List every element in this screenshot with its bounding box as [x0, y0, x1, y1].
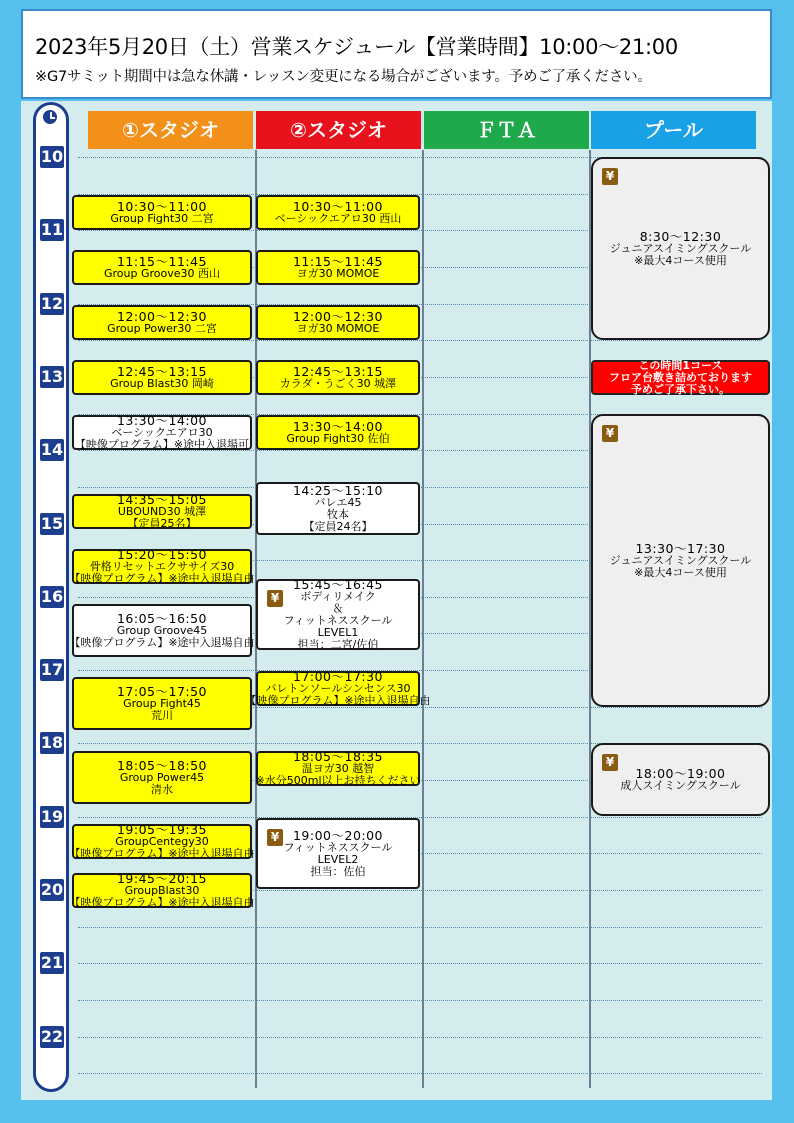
hour-label: 19 [40, 807, 64, 826]
column-header-3: ＦＴＡ [424, 111, 589, 149]
schedule-event [591, 414, 770, 707]
column-header-2: ②スタジオ [256, 111, 421, 149]
schedule-event [69, 547, 255, 585]
hour-label: 21 [40, 953, 64, 972]
event-time: 12:00～12:30 [116, 309, 208, 324]
schedule-event [72, 305, 252, 340]
yen-icon: ¥ [602, 754, 618, 771]
schedule-event [69, 822, 255, 860]
event-line: この時間1コース [638, 358, 723, 372]
event-line: LEVEL1 [317, 626, 359, 639]
event-time: 18:05～18:50 [116, 758, 208, 773]
column-header-1: ①スタジオ [88, 111, 253, 149]
event-line: Group Fight30 二宮 [110, 212, 214, 225]
hour-label: 16 [40, 587, 64, 606]
event-line: バレエ45 [314, 496, 362, 509]
event-line: Group Fight45 [123, 697, 201, 710]
schedule-event [72, 494, 252, 529]
schedule-event [256, 415, 420, 450]
event-line: LEVEL2 [317, 853, 359, 866]
grid-line [78, 1037, 762, 1038]
page-title: 2023年5月20日（土）営業スケジュール【営業時間】10:00～21:00 [35, 35, 678, 59]
grid-line [78, 927, 762, 928]
event-line: 【映像プログラム】※途中入退場可 [74, 438, 250, 451]
schedule-event [256, 305, 420, 340]
event-time: 16:05～16:50 [116, 611, 208, 626]
event-line: 温ヨガ30 越智 [301, 762, 375, 775]
clock-icon [41, 108, 59, 126]
event-line: 【映像プログラム】※途中入退場自由 [69, 896, 255, 909]
event-line: 予めご了承下さい。 [631, 382, 730, 396]
grid-line [78, 340, 762, 341]
event-line: ヨガ30 MOMOE [296, 267, 380, 280]
event-line: Group Fight30 佐伯 [286, 432, 390, 445]
event-time: 12:45～13:15 [116, 364, 208, 379]
grid-line [78, 817, 762, 818]
event-time: 8:30～12:30 [639, 229, 722, 244]
event-line: ＆ [332, 602, 344, 615]
event-line: Group Groove45 [116, 624, 208, 637]
grid-line [78, 963, 762, 964]
schedule-event [591, 743, 770, 816]
event-time: 14:35～15:05 [116, 492, 208, 507]
event-time: 13:30～17:30 [635, 541, 726, 556]
schedule-event [256, 195, 420, 230]
event-line: Group Power30 二宮 [107, 322, 217, 335]
event-line: ヨガ30 MOMOE [296, 322, 380, 335]
hour-label: 22 [40, 1027, 64, 1046]
hour-label: 15 [40, 514, 64, 533]
schedule-event [72, 415, 252, 450]
hour-label: 18 [40, 733, 64, 752]
hour-label: 14 [40, 440, 64, 459]
event-time: 18:05～18:35 [292, 749, 384, 764]
grid-line [78, 1000, 762, 1001]
event-line: Group Groove30 西山 [103, 267, 221, 280]
event-time: 17:05～17:50 [116, 684, 208, 699]
event-line: 牧本 [327, 508, 349, 521]
event-line: 【映像プログラム】※途中入退場自由 [245, 694, 431, 707]
event-line: 【映像プログラム】※途中入退場自由 [69, 847, 255, 860]
schedule-event [591, 360, 770, 395]
schedule-event [69, 604, 255, 657]
event-time: 13:30～14:00 [292, 419, 384, 434]
event-time: 10:30～11:00 [116, 199, 208, 214]
event-line: GroupBlast30 [124, 884, 200, 897]
event-time: 12:45～13:15 [292, 364, 384, 379]
event-time: 11:15～11:45 [292, 254, 384, 269]
hour-label: 10 [40, 147, 64, 166]
hour-label: 11 [40, 220, 64, 239]
event-line: 清水 [151, 783, 173, 796]
event-time: 14:25～15:10 [292, 483, 384, 498]
yen-icon: ¥ [267, 590, 283, 607]
column-divider [422, 150, 424, 1088]
schedule-event [256, 579, 420, 650]
event-line: フィットネススクール [283, 614, 393, 627]
schedule-event [256, 360, 420, 395]
event-time: 15:45～16:45 [292, 577, 384, 592]
event-time: 19:45～20:15 [116, 871, 208, 886]
event-line: ベーシックエアロ30 西山 [274, 212, 402, 225]
event-line: ボディリメイク [300, 590, 376, 603]
event-line: ※最大4コース使用 [634, 254, 727, 267]
event-time: 15:20～15:50 [116, 547, 208, 562]
schedule-event [256, 751, 420, 786]
schedule-event [72, 677, 252, 730]
event-line: 【定員25名】 [127, 517, 197, 530]
hour-label: 13 [40, 367, 64, 386]
event-line: 荒川 [151, 709, 173, 722]
event-line: UBOUND30 城澤 [117, 505, 207, 518]
hour-label: 12 [40, 294, 64, 313]
yen-icon: ¥ [602, 168, 618, 185]
event-line: Group Power45 [119, 771, 205, 784]
column-header-4: プール [591, 111, 756, 149]
yen-icon: ¥ [267, 829, 283, 846]
event-line: フィットネススクール [283, 841, 393, 854]
event-time: 11:15～11:45 [116, 254, 208, 269]
schedule-event [245, 669, 431, 707]
event-time: 17:00～17:30 [292, 669, 384, 684]
event-line: 担当：佐伯 [310, 865, 366, 878]
grid-line [78, 1073, 762, 1074]
event-line: 【映像プログラム】※途中入退場自由 [69, 636, 255, 649]
schedule-event [72, 360, 252, 395]
event-line: フロア台敷き詰めております [609, 370, 752, 384]
event-line: ※水分500ml以上お持ちください [255, 774, 421, 787]
event-line: ジュニアスイミングスクール [609, 242, 752, 255]
event-line: カラダ・うごく30 城澤 [279, 377, 397, 390]
event-time: 19:05～19:35 [116, 822, 208, 837]
event-line: Group Blast30 岡崎 [110, 377, 214, 390]
hour-label: 20 [40, 880, 64, 899]
event-time: 10:30～11:00 [292, 199, 384, 214]
event-time: 12:00～12:30 [292, 309, 384, 324]
event-line: バレトンソールシンセンス30 [265, 682, 411, 695]
summit-notice: ※G7サミット期間中は急な休講・レッスン変更になる場合がございます。予めご了承ください。 [35, 69, 652, 85]
event-time: 18:00～19:00 [635, 766, 726, 781]
event-line: 担当：二宮/佐伯 [297, 638, 379, 651]
schedule-event [256, 250, 420, 285]
schedule-event [69, 871, 255, 909]
schedule-event [72, 195, 252, 230]
event-line: 【映像プログラム】※途中入退場自由 [69, 572, 255, 585]
event-line: ベーシックエアロ30 [111, 426, 213, 439]
hour-label: 17 [40, 660, 64, 679]
schedule-event [256, 818, 420, 889]
event-line: 【定員24名】 [303, 520, 373, 533]
event-time: 19:00～20:00 [292, 828, 384, 843]
event-line: GroupCentegy30 [115, 835, 209, 848]
event-line: ジュニアスイミングスクール [609, 554, 752, 567]
schedule-event [72, 250, 252, 285]
yen-icon: ¥ [602, 425, 618, 442]
event-time: 13:30～14:00 [116, 413, 208, 428]
header [21, 9, 772, 99]
schedule-event [72, 751, 252, 804]
schedule-event [591, 157, 770, 340]
event-line: 骨格リセットエクササイズ30 [89, 560, 235, 573]
event-line: ※最大4コース使用 [634, 566, 727, 579]
event-line: 成人スイミングスクール [620, 779, 741, 792]
schedule-event [256, 482, 420, 535]
